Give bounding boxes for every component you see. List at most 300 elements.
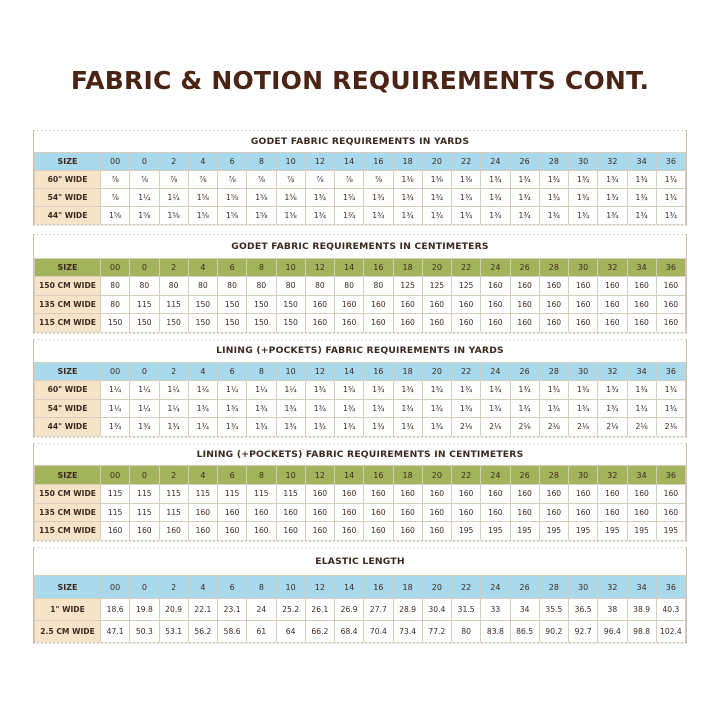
table-cell: 80 — [305, 277, 334, 296]
size-header-cell: 22 — [452, 466, 481, 485]
table-cell: 160 — [130, 522, 159, 541]
table-cell: 160 — [218, 503, 247, 522]
table-cell: 102.4 — [656, 621, 685, 643]
row-label: 150 CM WIDE — [35, 277, 101, 296]
table-cell: 160 — [276, 503, 305, 522]
table-cell: 80 — [159, 277, 188, 296]
table-cell: 1¾ — [539, 381, 568, 400]
table-cell: 1¾ — [569, 399, 598, 418]
table-cell: 80 — [247, 277, 276, 296]
table-cell: 195 — [510, 522, 539, 541]
size-header-cell: 2 — [159, 363, 188, 381]
table-cell: 195 — [539, 522, 568, 541]
size-header-cell: 26 — [510, 153, 539, 171]
table-cell: 1¾ — [247, 418, 276, 437]
table-row — [35, 171, 686, 189]
row-label: 1" WIDE — [35, 599, 101, 621]
size-header-cell: 22 — [452, 576, 481, 599]
table-cell: 1⅝ — [188, 189, 217, 207]
table-cell: 160 — [364, 485, 393, 504]
size-header-cell: 00 — [101, 576, 130, 599]
size-header-cell: 12 — [305, 576, 334, 599]
table-row — [35, 277, 686, 296]
table-cell: 160 — [569, 314, 598, 333]
section-title: ELASTIC LENGTH — [315, 556, 405, 567]
table-cell: 50.3 — [130, 621, 159, 643]
table-cell: ⅞ — [218, 171, 247, 189]
size-header-cell: 4 — [188, 259, 217, 277]
table-cell: 1¾ — [627, 171, 656, 189]
table-cell: 160 — [247, 522, 276, 541]
size-header-cell: 20 — [422, 576, 451, 599]
table-cell: 160 — [598, 277, 627, 296]
requirements-table — [34, 362, 686, 437]
table-cell: 160 — [188, 522, 217, 541]
table-cell: 1⅝ — [247, 207, 276, 225]
size-header-cell: 12 — [305, 259, 334, 277]
table-cell: 195 — [598, 522, 627, 541]
table-cell: 1¾ — [305, 381, 334, 400]
table-cell: 160 — [627, 314, 656, 333]
size-header-cell: 16 — [364, 363, 393, 381]
table-cell: 115 — [130, 295, 159, 314]
table-cell: 61 — [247, 621, 276, 643]
table-cell: 115 — [188, 485, 217, 504]
table-cell: 1¾ — [335, 207, 364, 225]
table-cell: 1⅝ — [130, 207, 159, 225]
table-cell: 1¾ — [656, 381, 685, 400]
table-cell: 1¾ — [656, 171, 685, 189]
size-header-cell: 6 — [218, 576, 247, 599]
table-cell: 1¾ — [364, 189, 393, 207]
table-cell: 1¾ — [598, 189, 627, 207]
size-header-cell: 30 — [569, 576, 598, 599]
table-cell: 160 — [393, 295, 422, 314]
table-cell: 150 — [247, 314, 276, 333]
table-cell: 1¾ — [569, 207, 598, 225]
table-cell: 80 — [188, 277, 217, 296]
table-cell: ⅞ — [276, 171, 305, 189]
table-cell: 1¼ — [276, 381, 305, 400]
table-cell: 1⅝ — [218, 207, 247, 225]
table-cell: 1¾ — [422, 418, 451, 437]
table-cell: 66.2 — [305, 621, 334, 643]
table-cell: 1¾ — [335, 381, 364, 400]
table-cell: 1¾ — [656, 189, 685, 207]
table-cell: 160 — [452, 485, 481, 504]
table-cell: 1¼ — [130, 381, 159, 400]
table-cell: 160 — [247, 503, 276, 522]
size-header-cell: 20 — [422, 259, 451, 277]
table-cell: 160 — [481, 314, 510, 333]
table-cell: 1¾ — [539, 207, 568, 225]
table-cell: 1¾ — [364, 418, 393, 437]
table-cell: 1¾ — [218, 399, 247, 418]
size-header-cell: 4 — [188, 466, 217, 485]
table-cell: 160 — [218, 522, 247, 541]
size-header-row — [35, 466, 686, 485]
table-cell: 80 — [130, 277, 159, 296]
size-header-cell: 32 — [598, 259, 627, 277]
size-header-row — [35, 363, 686, 381]
table-row — [35, 314, 686, 333]
table-cell: 160 — [510, 295, 539, 314]
table-cell: 115 — [130, 503, 159, 522]
table-cell: 160 — [510, 277, 539, 296]
size-header-cell: 20 — [422, 363, 451, 381]
size-header-cell: 0 — [130, 363, 159, 381]
table-cell: 115 — [101, 485, 130, 504]
size-header-cell: 26 — [510, 466, 539, 485]
table-cell: 1¼ — [159, 381, 188, 400]
size-header-cell: 10 — [276, 153, 305, 171]
row-label: 115 CM WIDE — [35, 314, 101, 333]
table-cell: 195 — [452, 522, 481, 541]
table-cell: 1¾ — [510, 189, 539, 207]
table-cell: 160 — [656, 295, 685, 314]
section-title: LINING (+POCKETS) FABRIC REQUIREMENTS IN CENTIMETERS — [196, 449, 524, 460]
table-cell: 1¾ — [481, 189, 510, 207]
size-header-cell: 32 — [598, 363, 627, 381]
table-cell: 2⅛ — [627, 418, 656, 437]
table-cell: 1¼ — [101, 381, 130, 400]
table-cell: 160 — [481, 485, 510, 504]
table-cell: 83.8 — [481, 621, 510, 643]
table-cell: 160 — [188, 503, 217, 522]
size-header-cell: 00 — [101, 259, 130, 277]
table-cell: 1¾ — [247, 399, 276, 418]
table-cell: 160 — [422, 485, 451, 504]
table-cell: 125 — [393, 277, 422, 296]
table-cell: 68.4 — [335, 621, 364, 643]
table-cell: 56.2 — [188, 621, 217, 643]
table-cell: 80 — [276, 277, 305, 296]
table-cell: 26.1 — [305, 599, 334, 621]
size-header-cell: 32 — [598, 153, 627, 171]
table-cell: 1¾ — [539, 399, 568, 418]
requirements-table — [34, 258, 686, 333]
table-cell: 1¾ — [569, 171, 598, 189]
page-title: FABRIC & NOTION REQUIREMENTS CONT. — [70, 66, 650, 95]
table-cell: 160 — [598, 314, 627, 333]
table-cell: 160 — [305, 485, 334, 504]
table-cell: 1¾ — [656, 399, 685, 418]
table-cell: 1¾ — [276, 399, 305, 418]
table-cell: 160 — [656, 503, 685, 522]
table-cell: ⅞ — [188, 171, 217, 189]
table-cell: 1¾ — [364, 399, 393, 418]
table-cell: 160 — [481, 503, 510, 522]
table-cell: 160 — [598, 485, 627, 504]
table-cell: 27.7 — [364, 599, 393, 621]
size-header-cell: 24 — [481, 153, 510, 171]
table-cell: 98.8 — [627, 621, 656, 643]
table-cell: 1¾ — [422, 381, 451, 400]
table-cell: 125 — [452, 277, 481, 296]
table-cell: 1¾ — [393, 207, 422, 225]
table-cell: 1¾ — [452, 381, 481, 400]
table-cell: 115 — [130, 485, 159, 504]
requirements-table — [34, 465, 686, 541]
table-cell: 33 — [481, 599, 510, 621]
row-label: 60" WIDE — [35, 381, 101, 400]
table-cell: 31.5 — [452, 599, 481, 621]
size-header-cell: 16 — [364, 153, 393, 171]
size-header-cell: 26 — [510, 363, 539, 381]
table-cell: 115 — [159, 503, 188, 522]
table-cell: 1¾ — [510, 207, 539, 225]
table-cell: 160 — [364, 314, 393, 333]
size-header-cell: 24 — [481, 576, 510, 599]
size-header-cell: 22 — [452, 363, 481, 381]
table-cell: 1⅝ — [276, 189, 305, 207]
table-cell: 2⅛ — [452, 418, 481, 437]
table-cell: 64 — [276, 621, 305, 643]
table-cell: 115 — [159, 295, 188, 314]
table-cell: 40.3 — [656, 599, 685, 621]
table-cell: 1¾ — [305, 399, 334, 418]
table-cell: 150 — [130, 314, 159, 333]
table-cell: 1¾ — [422, 189, 451, 207]
table-cell: 160 — [305, 314, 334, 333]
size-header-label: SIZE — [35, 259, 101, 277]
table-cell: 2⅛ — [569, 418, 598, 437]
table-cell: 160 — [656, 485, 685, 504]
size-header-cell: 4 — [188, 363, 217, 381]
size-header-cell: 28 — [539, 363, 568, 381]
table-cell: 1¼ — [218, 381, 247, 400]
table-cell: 22.1 — [188, 599, 217, 621]
table-cell: 1¼ — [159, 189, 188, 207]
table-row — [35, 485, 686, 504]
table-cell: 150 — [188, 295, 217, 314]
size-header-cell: 14 — [335, 466, 364, 485]
size-header-cell: 0 — [130, 466, 159, 485]
size-header-cell: 26 — [510, 576, 539, 599]
table-cell: 160 — [335, 522, 364, 541]
table-row — [35, 503, 686, 522]
size-header-cell: 24 — [481, 259, 510, 277]
table-cell: 1¾ — [598, 171, 627, 189]
table-cell: 160 — [422, 503, 451, 522]
table-cell: 80 — [364, 277, 393, 296]
size-header-cell: 34 — [627, 363, 656, 381]
table-cell: 160 — [539, 277, 568, 296]
table-cell: 1¾ — [598, 381, 627, 400]
table-cell: 160 — [539, 503, 568, 522]
size-header-cell: 8 — [247, 153, 276, 171]
table-cell: 90.2 — [539, 621, 568, 643]
table-cell: 1¼ — [159, 399, 188, 418]
size-header-cell: 28 — [539, 153, 568, 171]
table-cell: 80 — [101, 295, 130, 314]
size-header-cell: 34 — [627, 153, 656, 171]
table-cell: 1¾ — [627, 381, 656, 400]
size-header-cell: 18 — [393, 466, 422, 485]
size-header-cell: 0 — [130, 259, 159, 277]
table-cell: 1¾ — [510, 171, 539, 189]
size-header-cell: 6 — [218, 259, 247, 277]
table-cell: 160 — [510, 485, 539, 504]
size-header-cell: 0 — [130, 153, 159, 171]
table-cell: 2⅛ — [481, 418, 510, 437]
table-cell: 150 — [247, 295, 276, 314]
requirements-section — [33, 130, 687, 226]
table-cell: 20.9 — [159, 599, 188, 621]
row-label: 44" WIDE — [35, 207, 101, 225]
table-cell: 1¾ — [305, 207, 334, 225]
size-header-row — [35, 259, 686, 277]
table-cell: 77.2 — [422, 621, 451, 643]
size-header-cell: 0 — [130, 576, 159, 599]
size-header-label: SIZE — [35, 363, 101, 381]
row-label: 2.5 CM WIDE — [35, 621, 101, 643]
requirements-section — [33, 547, 687, 644]
table-cell: 160 — [627, 485, 656, 504]
size-header-cell: 12 — [305, 363, 334, 381]
table-cell: 86.5 — [510, 621, 539, 643]
table-cell: 160 — [598, 295, 627, 314]
table-cell: 28.9 — [393, 599, 422, 621]
table-cell: 1¾ — [305, 418, 334, 437]
table-cell: 150 — [276, 295, 305, 314]
table-cell: 150 — [218, 314, 247, 333]
size-header-cell: 36 — [656, 363, 685, 381]
table-cell: 24 — [247, 599, 276, 621]
table-cell: 1¾ — [393, 399, 422, 418]
size-header-cell: 8 — [247, 576, 276, 599]
size-header-cell: 36 — [656, 259, 685, 277]
table-cell: 2⅛ — [510, 418, 539, 437]
table-cell: 1¼ — [188, 381, 217, 400]
size-header-cell: 8 — [247, 259, 276, 277]
table-cell: 125 — [422, 277, 451, 296]
table-cell: 1¾ — [481, 399, 510, 418]
table-cell: 1¾ — [452, 207, 481, 225]
table-cell: 160 — [539, 295, 568, 314]
table-cell: 160 — [598, 503, 627, 522]
table-cell: 58.6 — [218, 621, 247, 643]
table-cell: 70.4 — [364, 621, 393, 643]
table-cell: 1¾ — [627, 189, 656, 207]
table-cell: ⅞ — [130, 171, 159, 189]
table-row — [35, 418, 686, 437]
table-row — [35, 599, 686, 621]
table-cell: 2⅛ — [539, 418, 568, 437]
table-cell: 80 — [335, 277, 364, 296]
size-header-cell: 6 — [218, 363, 247, 381]
size-header-cell: 2 — [159, 576, 188, 599]
table-cell: 1⅝ — [276, 207, 305, 225]
table-cell: 1¾ — [335, 399, 364, 418]
row-label: 135 CM WIDE — [35, 295, 101, 314]
table-cell: 53.1 — [159, 621, 188, 643]
size-header-cell: 28 — [539, 466, 568, 485]
section-title: GODET FABRIC REQUIREMENTS IN CENTIMETERS — [231, 241, 489, 252]
table-cell: ⅞ — [101, 171, 130, 189]
table-cell: 115 — [159, 485, 188, 504]
table-cell: 160 — [569, 503, 598, 522]
table-cell: 35.5 — [539, 599, 568, 621]
table-cell: 1¾ — [422, 399, 451, 418]
table-cell: 1¾ — [422, 207, 451, 225]
size-header-cell: 00 — [101, 363, 130, 381]
table-cell: 160 — [305, 522, 334, 541]
table-cell: 1¼ — [247, 381, 276, 400]
table-cell: 1¾ — [481, 381, 510, 400]
size-header-cell: 14 — [335, 363, 364, 381]
table-cell: 1¾ — [627, 399, 656, 418]
table-cell: 160 — [627, 295, 656, 314]
size-header-cell: 2 — [159, 466, 188, 485]
table-cell: 195 — [569, 522, 598, 541]
table-cell: 1¾ — [130, 418, 159, 437]
table-cell: 160 — [510, 503, 539, 522]
table-cell: 1¾ — [452, 399, 481, 418]
table-cell: ⅞ — [159, 171, 188, 189]
table-cell: 1¾ — [481, 171, 510, 189]
size-header-cell: 20 — [422, 153, 451, 171]
size-header-cell: 2 — [159, 259, 188, 277]
table-row — [35, 522, 686, 541]
table-cell: 115 — [276, 485, 305, 504]
table-cell: 92.7 — [569, 621, 598, 643]
size-header-cell: 8 — [247, 466, 276, 485]
table-cell: 1¾ — [569, 381, 598, 400]
row-label: 54" WIDE — [35, 399, 101, 418]
table-cell: 1¾ — [481, 207, 510, 225]
size-header-row — [35, 576, 686, 599]
section-title: GODET FABRIC REQUIREMENTS IN YARDS — [250, 136, 470, 147]
size-header-cell: 4 — [188, 153, 217, 171]
size-header-cell: 36 — [656, 576, 685, 599]
table-cell: ⅞ — [101, 189, 130, 207]
table-cell: 160 — [393, 503, 422, 522]
section-title: LINING (+POCKETS) FABRIC REQUIREMENTS IN YARDS — [216, 345, 504, 356]
size-header-cell: 34 — [627, 576, 656, 599]
size-header-cell: 22 — [452, 153, 481, 171]
table-cell: 80 — [101, 277, 130, 296]
table-cell: 115 — [247, 485, 276, 504]
table-cell: 23.1 — [218, 599, 247, 621]
size-header-label: SIZE — [35, 153, 101, 171]
table-cell: 1¾ — [101, 418, 130, 437]
table-cell: 150 — [218, 295, 247, 314]
size-header-cell: 24 — [481, 363, 510, 381]
table-cell: 150 — [101, 314, 130, 333]
table-row — [35, 207, 686, 225]
table-cell: 1¼ — [101, 399, 130, 418]
size-header-cell: 2 — [159, 153, 188, 171]
table-cell: 160 — [159, 522, 188, 541]
table-cell: 1¾ — [539, 171, 568, 189]
table-cell: 18.6 — [101, 599, 130, 621]
table-cell: 26.9 — [335, 599, 364, 621]
table-cell: 160 — [335, 295, 364, 314]
size-header-cell: 30 — [569, 363, 598, 381]
size-header-cell: 4 — [188, 576, 217, 599]
size-header-cell: 18 — [393, 259, 422, 277]
size-header-cell: 36 — [656, 466, 685, 485]
size-header-cell: 00 — [101, 466, 130, 485]
table-cell: 160 — [276, 522, 305, 541]
table-cell: 115 — [101, 503, 130, 522]
size-header-cell: 14 — [335, 576, 364, 599]
table-cell: 1⅝ — [188, 207, 217, 225]
size-header-cell: 12 — [305, 466, 334, 485]
table-cell: 1⅜ — [393, 171, 422, 189]
requirements-section — [33, 443, 687, 542]
